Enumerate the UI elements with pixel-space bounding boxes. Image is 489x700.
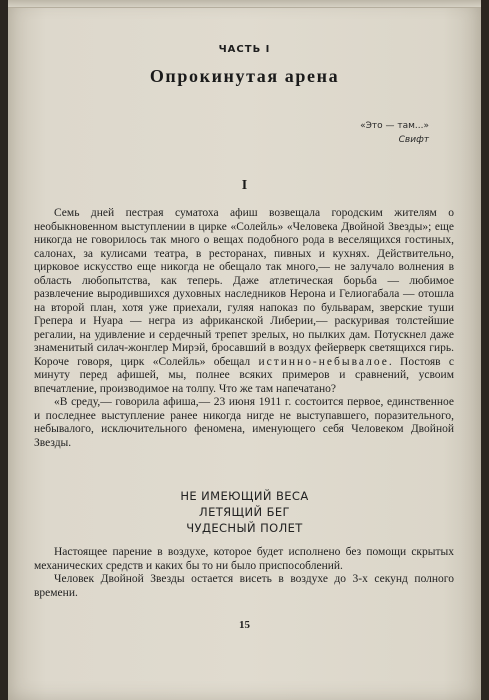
page-number: 15 [239, 619, 250, 631]
main-text [34, 207, 454, 450]
announcement-line: НЕ ИМЕЮЩИЙ ВЕСА [180, 489, 309, 503]
paragraph: Человек Двойной Звезды остается висеть в воздухе до 3-х секунд полного времени. [34, 573, 454, 599]
paragraph: «В среду,— говорила афиша,— 23 июня 1911 г. состоится первое, единственное и последнее выступление ранее никогда нигде не выступавшего, поразительного, небывалого, исключительного феномена, именующего себя Человеком Двойной Звезды. [34, 396, 454, 449]
epigraph [229, 119, 429, 147]
announcement-line: ЧУДЕСНЫЙ ПОЛЕТ [186, 521, 303, 535]
paragraph-text: . Постояв с минуту перед афишей, мы, полнее всяких примеров и сравнений, усвоим впечатление, производимое на толпу. Что же там напечатано? [34, 355, 454, 395]
paragraph-text: Семь дней пестрая суматоха афиш возвещала городским жителям о необыкновенном выступлении в цирке «Солейль» «Человека Двойной Звезды»; еще никогда не говорилось так много о вещах подобного рода в веселящихся гостиных, салонах, за кулисами театра, в ресторанах, пивных и кухнях. Действительно, цирковое искусство еще никогда не обещало так много,— не залучало волнения в область любопытства, как теперь. Даже атлетическая борьба — любимое развлечение выродившихся духовных наследников Нерона и Гелиогабала — отошла на второй план, хотя уже приехали, гуляя напоказ по бульварам, зверские туши Грепера и Нуара — негра из африканской Либерии,— раскуривая толстейшие регалии, на удивление и сердечный трепет зрелых, но пылких дам. Потускнел даже знаменитый силач-жонглер Мирэй, бросавший в воздух фейерверк светящихся гирь. Короче говоря, цирк «Солейль» обещал [34, 207, 454, 368]
announcement-block [8, 488, 481, 536]
paragraph: Настоящее парение в воздухе, которое будет исполнено без помощи скрытых механических средств и каких бы то ни было приспособлений. [34, 546, 454, 572]
paragraph [34, 207, 454, 396]
spaced-emphasis: истинно-небывалое [258, 355, 389, 368]
part-heading: ЧАСТЬ I [218, 44, 271, 55]
announcement-line: ЛЕТЯЩИЙ БЕГ [199, 505, 290, 519]
book-page [8, 0, 481, 700]
chapter-number: I [241, 178, 248, 193]
page-title: Опрокинутая арена [149, 66, 340, 86]
epigraph-quote: «Это — там...» [360, 121, 429, 131]
epigraph-author: Свифт [398, 135, 429, 145]
previous-page-edge [8, 0, 481, 8]
closing-text [34, 546, 454, 600]
